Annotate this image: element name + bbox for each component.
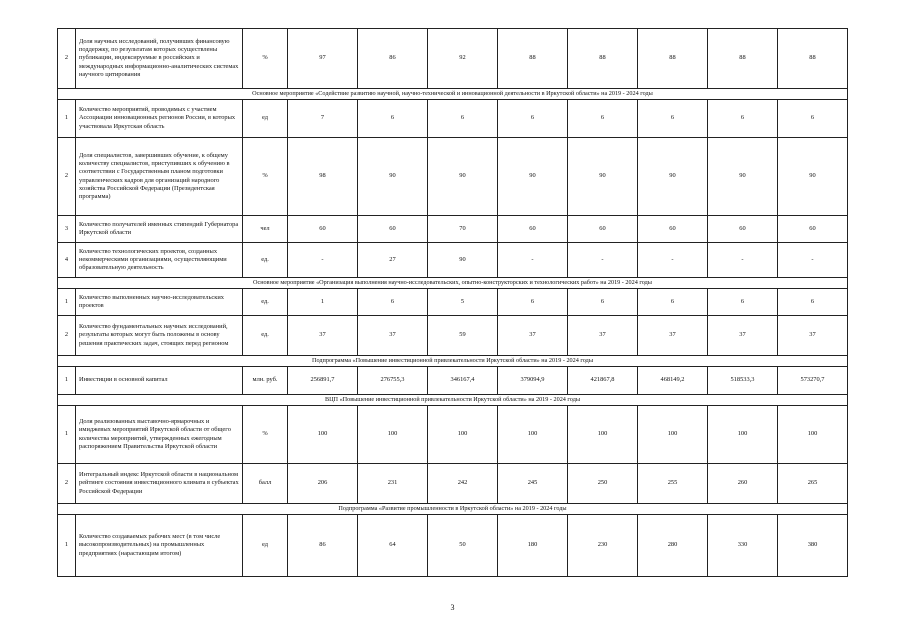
value-cell: 64 [358, 515, 428, 577]
row-number: 3 [58, 216, 76, 243]
indicators-table [57, 28, 848, 577]
indicator-name: Доля специалистов, завершивших обучение, к общему количеству специалистов, приступивших к обучению в соответствии с Государственным планом подготовки управленческих кадров для организаций народного хозяйства Российской Федерации (Президентская программа) [76, 138, 243, 216]
value-cell: 60 [778, 216, 848, 243]
value-cell: 90 [358, 138, 428, 216]
value-cell: 245 [498, 464, 568, 504]
unit-cell: ед. [243, 316, 288, 356]
value-cell: 60 [568, 216, 638, 243]
indicator-name: Количество технологических проектов, созданных некоммерческими организациями, осуществляющими образовательную деятельность [76, 243, 243, 278]
value-cell: 468149,2 [638, 367, 708, 395]
value-cell: 6 [358, 100, 428, 138]
row-number: 1 [58, 289, 76, 316]
row-number: 2 [58, 29, 76, 89]
value-cell: 98 [288, 138, 358, 216]
row-number: 1 [58, 406, 76, 464]
value-cell: 90 [498, 138, 568, 216]
value-cell: 88 [638, 29, 708, 89]
value-cell: 60 [638, 216, 708, 243]
value-cell: 100 [358, 406, 428, 464]
unit-cell: % [243, 29, 288, 89]
unit-cell: ед. [243, 289, 288, 316]
section-row [58, 504, 848, 515]
table-row [58, 100, 848, 138]
value-cell: 37 [498, 316, 568, 356]
value-cell: 90 [638, 138, 708, 216]
indicator-name: Количество создаваемых рабочих мест (в том числе высокопроизводительных) на промышленных предприятиях (нарастающим итогом) [76, 515, 243, 577]
value-cell: 90 [428, 243, 498, 278]
table-row [58, 243, 848, 278]
value-cell: 346167,4 [428, 367, 498, 395]
section-row [58, 356, 848, 367]
indicator-name: Инвестиции в основной капитал [76, 367, 243, 395]
value-cell: 5 [428, 289, 498, 316]
value-cell: 380 [778, 515, 848, 577]
value-cell: 90 [428, 138, 498, 216]
indicator-name: Количество выполненных научно-исследовательских проектов [76, 289, 243, 316]
unit-cell: балл [243, 464, 288, 504]
row-number: 1 [58, 100, 76, 138]
table-row [58, 29, 848, 89]
value-cell: 37 [708, 316, 778, 356]
value-cell: 100 [778, 406, 848, 464]
value-cell: 265 [778, 464, 848, 504]
row-number: 1 [58, 367, 76, 395]
section-title: ВЦП «Повышение инвестиционной привлекательности Иркутской области» на 2019 - 2024 годы [58, 395, 848, 406]
value-cell: 59 [428, 316, 498, 356]
value-cell: 90 [778, 138, 848, 216]
value-cell: 100 [638, 406, 708, 464]
value-cell: 27 [358, 243, 428, 278]
table-row [58, 464, 848, 504]
value-cell: 6 [498, 100, 568, 138]
section-title: Подпрограмма «Повышение инвестиционной привлекательности Иркутской области» на 2019 - 2024 годы [58, 356, 848, 367]
value-cell: 6 [778, 100, 848, 138]
value-cell: 37 [358, 316, 428, 356]
value-cell: - [568, 243, 638, 278]
value-cell: 100 [568, 406, 638, 464]
value-cell: 37 [568, 316, 638, 356]
value-cell: - [638, 243, 708, 278]
value-cell: 37 [288, 316, 358, 356]
row-number: 2 [58, 138, 76, 216]
value-cell: 6 [358, 289, 428, 316]
unit-cell: ед. [243, 243, 288, 278]
indicator-name: Доля реализованных выставочно-ярмарочных и имиджевых мероприятий Иркутской области от общего количества мероприятий, утвержденных ежегодным распоряжением Правительства Иркутской области [76, 406, 243, 464]
value-cell: 256891,7 [288, 367, 358, 395]
table-row [58, 316, 848, 356]
value-cell: 180 [498, 515, 568, 577]
value-cell: 86 [288, 515, 358, 577]
value-cell: 60 [288, 216, 358, 243]
value-cell: 6 [428, 100, 498, 138]
value-cell: 60 [708, 216, 778, 243]
value-cell: 70 [428, 216, 498, 243]
value-cell: 230 [568, 515, 638, 577]
unit-cell: % [243, 406, 288, 464]
value-cell: - [288, 243, 358, 278]
page-number: 3 [450, 603, 455, 612]
value-cell: 37 [638, 316, 708, 356]
value-cell: 88 [708, 29, 778, 89]
section-row [58, 278, 848, 289]
section-title: Основное мероприятие «Организация выполнения научно-исследовательских, опытно-конструкторских и технологических работ» на 2019 - 2024 годы [58, 278, 848, 289]
unit-cell: млн. руб. [243, 367, 288, 395]
value-cell: 6 [638, 100, 708, 138]
value-cell: 97 [288, 29, 358, 89]
indicator-name: Интегральный индекс Иркутской области в национальном рейтинге состояния инвестиционного климата в субъектах Российской Федерации [76, 464, 243, 504]
value-cell: 242 [428, 464, 498, 504]
value-cell: 7 [288, 100, 358, 138]
value-cell: - [708, 243, 778, 278]
value-cell: 100 [428, 406, 498, 464]
value-cell: 255 [638, 464, 708, 504]
value-cell: 276755,3 [358, 367, 428, 395]
value-cell: 6 [568, 100, 638, 138]
value-cell: 1 [288, 289, 358, 316]
value-cell: 518533,3 [708, 367, 778, 395]
value-cell: 250 [568, 464, 638, 504]
value-cell: - [498, 243, 568, 278]
table-row [58, 216, 848, 243]
value-cell: 231 [358, 464, 428, 504]
value-cell: 6 [568, 289, 638, 316]
table-row [58, 515, 848, 577]
unit-cell: ед [243, 100, 288, 138]
value-cell: 6 [498, 289, 568, 316]
row-number: 4 [58, 243, 76, 278]
value-cell: 330 [708, 515, 778, 577]
value-cell: 88 [568, 29, 638, 89]
value-cell: 379094,9 [498, 367, 568, 395]
indicator-name: Количество получателей именных стипендий Губернатора Иркутской области [76, 216, 243, 243]
table-row [58, 289, 848, 316]
value-cell: 60 [498, 216, 568, 243]
table-row [58, 367, 848, 395]
value-cell: 60 [358, 216, 428, 243]
value-cell: 260 [708, 464, 778, 504]
value-cell: 90 [708, 138, 778, 216]
value-cell: 100 [288, 406, 358, 464]
unit-cell: чел [243, 216, 288, 243]
row-number: 2 [58, 316, 76, 356]
value-cell: 37 [778, 316, 848, 356]
indicator-name: Количество фундаментальных научных исследований, результаты которых могут быть положены в основу решения практических задач, стоящих перед регионом [76, 316, 243, 356]
value-cell: - [778, 243, 848, 278]
value-cell: 92 [428, 29, 498, 89]
indicator-name: Количество мероприятий, проводимых с участием Ассоциации инновационных регионов России, в которых участвовала Иркутская область [76, 100, 243, 138]
table-row [58, 406, 848, 464]
value-cell: 6 [708, 289, 778, 316]
value-cell: 90 [568, 138, 638, 216]
section-row [58, 395, 848, 406]
value-cell: 206 [288, 464, 358, 504]
value-cell: 88 [498, 29, 568, 89]
value-cell: 6 [638, 289, 708, 316]
value-cell: 50 [428, 515, 498, 577]
value-cell: 6 [778, 289, 848, 316]
unit-cell: % [243, 138, 288, 216]
section-row [58, 89, 848, 100]
value-cell: 421867,8 [568, 367, 638, 395]
value-cell: 88 [778, 29, 848, 89]
value-cell: 86 [358, 29, 428, 89]
value-cell: 100 [498, 406, 568, 464]
section-title: Подпрограмма «Развитие промышленности в Иркутской области» на 2019 - 2024 годы [58, 504, 848, 515]
value-cell: 6 [708, 100, 778, 138]
row-number: 1 [58, 515, 76, 577]
indicator-name: Доля научных исследований, получивших финансовую поддержку, по результатам которых осуществлены публикации, индексируемые в российских и международных информационно-аналитических системах научного цитирования [76, 29, 243, 89]
unit-cell: ед [243, 515, 288, 577]
row-number: 2 [58, 464, 76, 504]
value-cell: 280 [638, 515, 708, 577]
table-row [58, 138, 848, 216]
value-cell: 573270,7 [778, 367, 848, 395]
section-title: Основное мероприятие «Содействие развитию научной, научно-технической и инновационной деятельности в Иркутской области» на 2019 - 2024 годы [58, 89, 848, 100]
value-cell: 100 [708, 406, 778, 464]
